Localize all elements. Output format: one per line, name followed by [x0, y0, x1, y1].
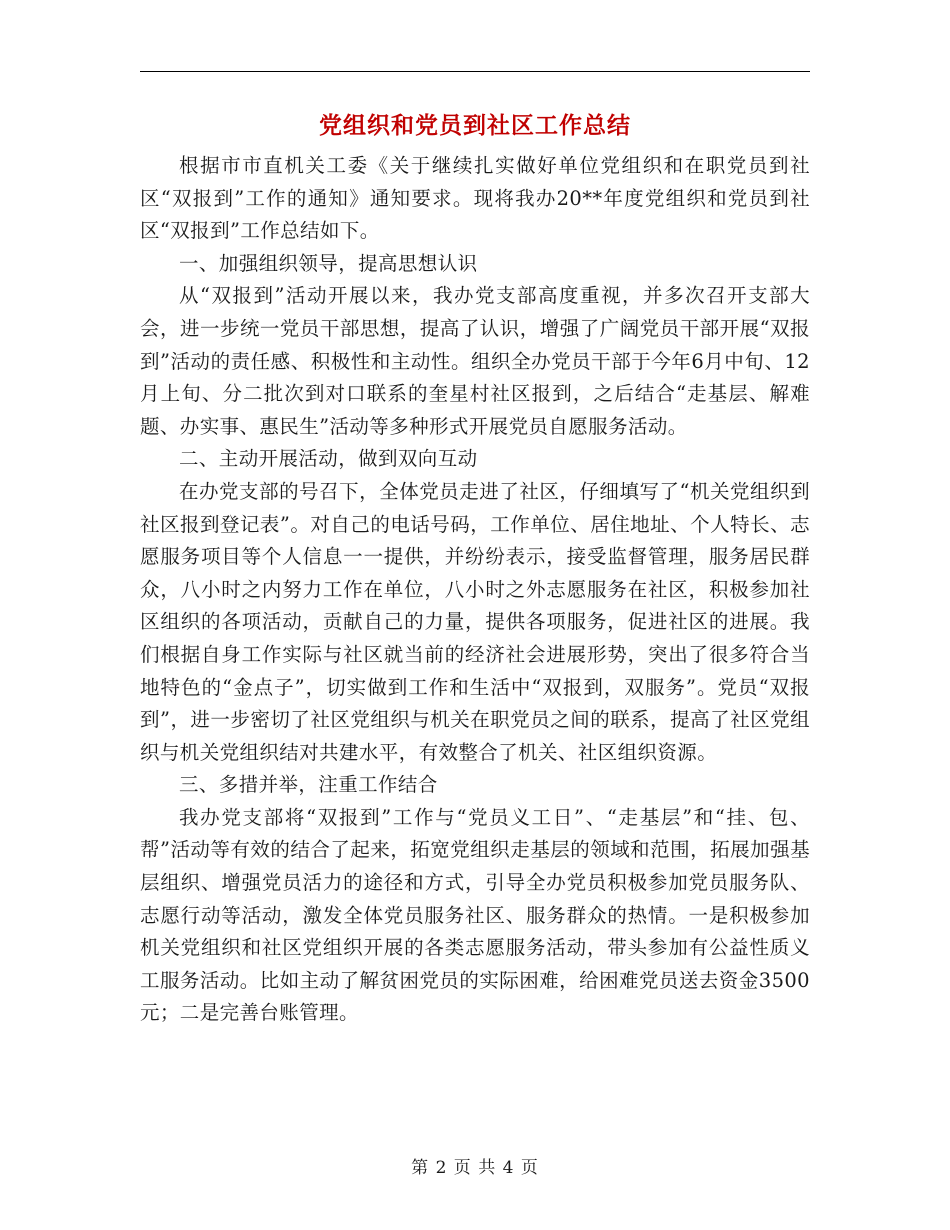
- section-heading-1: 一、加强组织领导，提高思想认识: [179, 251, 478, 275]
- section-paragraph-3: 我办党支部将“双报到”工作与“党员义工日”、“走基层”和“挂、包、帮”活动等有效的结合了起来，拓宽党组织走基层的领域和范围，拓展加强基层组织、增强党员活力的途径和方式，引导全办党员积极参加党员服务队、志愿行动等活动，激发全体党员服务社区、服务群众的热情。一是积极参加机关党组织和社区党组织开展的各类志愿服务活动，带头参加有公益性质义工服务活动。比如主动了解贫困党员的实际困难，给困难党员送去资金3500元；二是完善台账管理。: [140, 805, 810, 1025]
- section-paragraph-2: 在办党支部的号召下，全体党员走进了社区，仔细填写了“机关党组织到社区报到登记表”。对自己的电话号码，工作单位、居住地址、个人特长、志愿服务项目等个人信息一一提供，并纷纷表示，接受监督管理，服务居民群众，八小时之内努力工作在单位，八小时之外志愿服务在社区，积极参加社区组织的各项活动，贡献自己的力量，提供各项服务，促进社区的进展。我们根据自身工作实际与社区就当前的经济社会进展形势，突出了很多符合当地特色的“金点子”，切实做到工作和生活中“双报到，双服务”。党员“双报到”，进一步密切了社区党组织与机关在职党员之间的联系，提高了社区党组织与机关党组织结对共建水平，有效整合了机关、社区组织资源。: [140, 479, 810, 764]
- section-paragraph-1: 从“双报到”活动开展以来，我办党支部高度重视，并多次召开支部大会，进一步统一党员干部思想，提高了认识，增强了广阔党员干部开展“双报到”活动的责任感、积极性和主动性。组织全办党员干部于今年6月中旬、12月上旬、分二批次到对口联系的奎星村社区报到，之后结合“走基层、解难题、办实事、惠民生”活动等多种形式开展党员自愿服务活动。: [140, 284, 810, 438]
- intro-paragraph: 根据市市直机关工委《关于继续扎实做好单位党组织和在职党员到社区“双报到”工作的通知》通知要求。现将我办20**年度党组织和党员到社区“双报到”工作总结如下。: [140, 154, 810, 243]
- header-rule: [140, 71, 810, 72]
- page-number: 第 2 页 共 4 页: [411, 1158, 539, 1178]
- section-heading-3: 三、多措并举，注重工作结合: [179, 773, 438, 797]
- section-heading-2: 二、主动开展活动，做到双向互动: [179, 447, 478, 471]
- document-body: [140, 150, 810, 1030]
- document-title: 党组织和党员到社区工作总结: [319, 112, 631, 139]
